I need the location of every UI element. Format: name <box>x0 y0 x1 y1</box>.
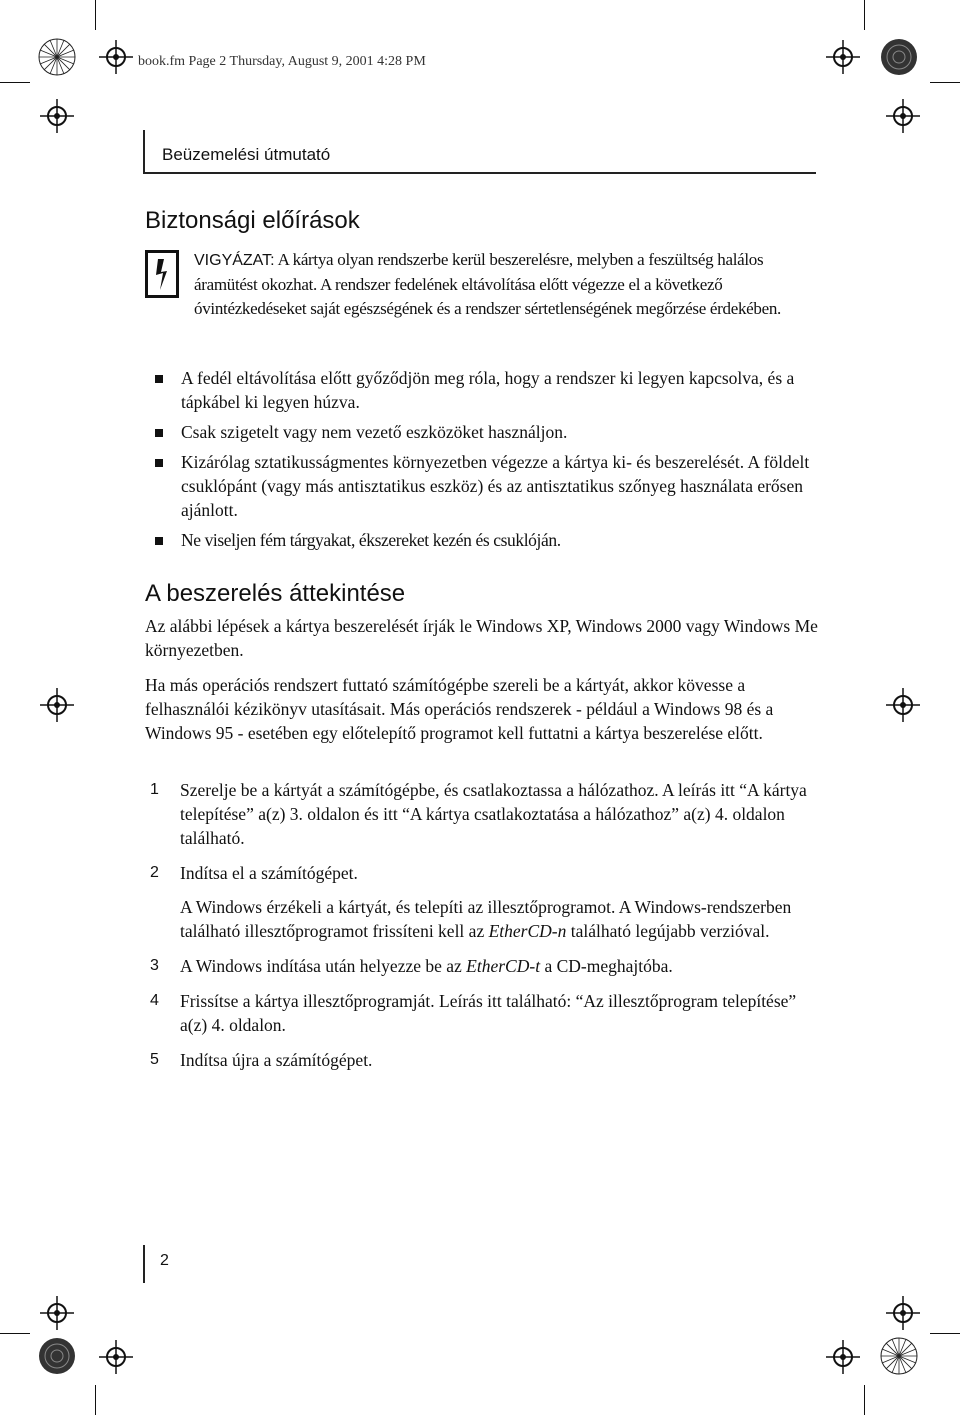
step-text: a CD-meghajtóba. <box>540 956 673 976</box>
page-number: 2 <box>160 1252 169 1269</box>
crop-mark <box>864 1385 865 1415</box>
print-rosette-icon <box>880 38 918 76</box>
step-text: Indítsa újra a számítógépet. <box>180 1050 373 1070</box>
crop-mark <box>95 0 96 30</box>
registration-mark-icon <box>40 688 74 722</box>
registration-mark-icon <box>826 1340 860 1374</box>
bullet-text: Kizárólag sztatikusságmentes környezetben végezze a kártya ki- és beszerelését. A földelt csuklópánt (vagy más antisztatikus eszköz) és az antisztatikus szőnyeg használata erősen ajánlott. <box>181 452 810 520</box>
registration-mark-icon <box>40 1296 74 1330</box>
overview-paragraph-1: Az alábbi lépések a kártya beszerelését írják le Windows XP, Windows 2000 vagy Windows Me környezetben. <box>145 616 818 660</box>
crop-mark <box>0 1333 30 1334</box>
crop-mark <box>864 0 865 30</box>
print-rosette-icon <box>880 1337 918 1375</box>
list-item <box>155 528 820 552</box>
step-note-text: A Windows érzékeli a kártyát, és telepíti az illesztőprogramot. A Windows-rendszerben található illesztőprogramot frissíteni kell az <box>180 897 792 941</box>
step-note <box>180 895 820 943</box>
print-rosette-icon <box>38 1337 76 1375</box>
overview-paragraph-2: Ha más operációs rendszert futtató számítógépbe szereli be a kártyát, akkor kövesse a felhasználói kézikönyv utasításait. Más operációs rendszerek - például a Windows 98 és a Windows 95 - esetében egy előtelepítő programot kell futtatni a kártya beszerelése előtt. <box>145 675 774 743</box>
bullet-square-icon <box>155 429 163 437</box>
step-text: Szerelje be a kártyát a számítógépbe, és csatlakoztassa a hálózathoz. A leírás itt “A kártya telepítése” a(z) 3. oldalon és itt “A kártya csatlakoztatása a hálózathoz” a(z) 4. oldalon található. <box>180 780 807 848</box>
bullet-text: Csak szigetelt vagy nem vezető eszközöket használjon. <box>181 422 568 442</box>
step-number: 4 <box>150 992 159 1009</box>
step-text-emphasis: EtherCD-t <box>466 956 541 976</box>
registration-mark-icon <box>99 1340 133 1374</box>
step-note-emphasis: EtherCD-n <box>488 921 567 941</box>
overview-title: A beszerelés áttekintése <box>145 580 406 607</box>
registration-mark-icon <box>886 688 920 722</box>
step-number: 5 <box>150 1051 159 1068</box>
step-number: 3 <box>150 957 159 974</box>
step-item <box>150 989 820 1037</box>
step-text: Frissítse a kártya illesztőprogramját. Leírás itt található: “Az illesztőprogram telepítése” a(z) 4. oldalon. <box>180 991 797 1035</box>
step-text: A Windows indítása után helyezze be az <box>180 956 467 976</box>
crop-mark <box>95 1385 96 1415</box>
registration-mark-icon <box>886 1296 920 1330</box>
bullet-square-icon <box>155 537 163 545</box>
step-item <box>150 778 820 850</box>
crop-mark <box>930 82 960 83</box>
list-item <box>155 366 820 414</box>
safety-title: Biztonsági előírások <box>145 207 360 234</box>
print-rosette-icon <box>38 38 76 76</box>
registration-mark-icon <box>40 99 74 133</box>
step-number: 1 <box>150 781 159 798</box>
step-item <box>150 861 820 943</box>
registration-mark-icon <box>886 99 920 133</box>
step-note-text: található legújabb verzióval. <box>566 921 770 941</box>
warning-block <box>194 248 814 321</box>
list-item <box>155 420 820 444</box>
bullet-text: Ne viseljen fém tárgyakat, ékszereket kezén és csuklóján. <box>181 530 561 550</box>
file-stamp: book.fm Page 2 Thursday, August 9, 2001 4:28 PM <box>138 54 426 69</box>
bullet-square-icon <box>155 459 163 467</box>
footer-vertical-rule <box>143 1245 145 1283</box>
warning-text: A kártya olyan rendszerbe kerül beszerelésre, melyben a feszültség halálos áramütést okozhat. A rendszer fedelének eltávolítása előtt végezze el a következő óvintézkedéseket saját egészségének és a rendszer sértetlenségének megőrzése érdekében. <box>194 250 782 318</box>
warning-label: VIGYÁZAT: <box>194 252 275 269</box>
step-item <box>150 1048 820 1072</box>
bullet-square-icon <box>155 375 163 383</box>
header-rule <box>143 172 816 174</box>
bullet-text: A fedél eltávolítása előtt győződjön meg róla, hogy a rendszer ki legyen kapcsolva, és a tápkábel ki legyen húzva. <box>181 368 795 412</box>
install-steps <box>150 778 820 1083</box>
safety-bullet-list <box>155 366 820 558</box>
header-vertical-rule <box>143 130 145 174</box>
list-item <box>155 450 820 522</box>
registration-mark-icon <box>826 40 860 74</box>
running-head: Beüzemelési útmutató <box>162 145 331 164</box>
crop-mark <box>0 82 30 83</box>
step-text: Indítsa el a számítógépet. <box>180 863 358 883</box>
step-item <box>150 954 820 978</box>
step-number: 2 <box>150 864 159 881</box>
registration-mark-icon <box>99 40 133 74</box>
lightning-warning-icon <box>145 250 179 298</box>
crop-mark <box>930 1333 960 1334</box>
